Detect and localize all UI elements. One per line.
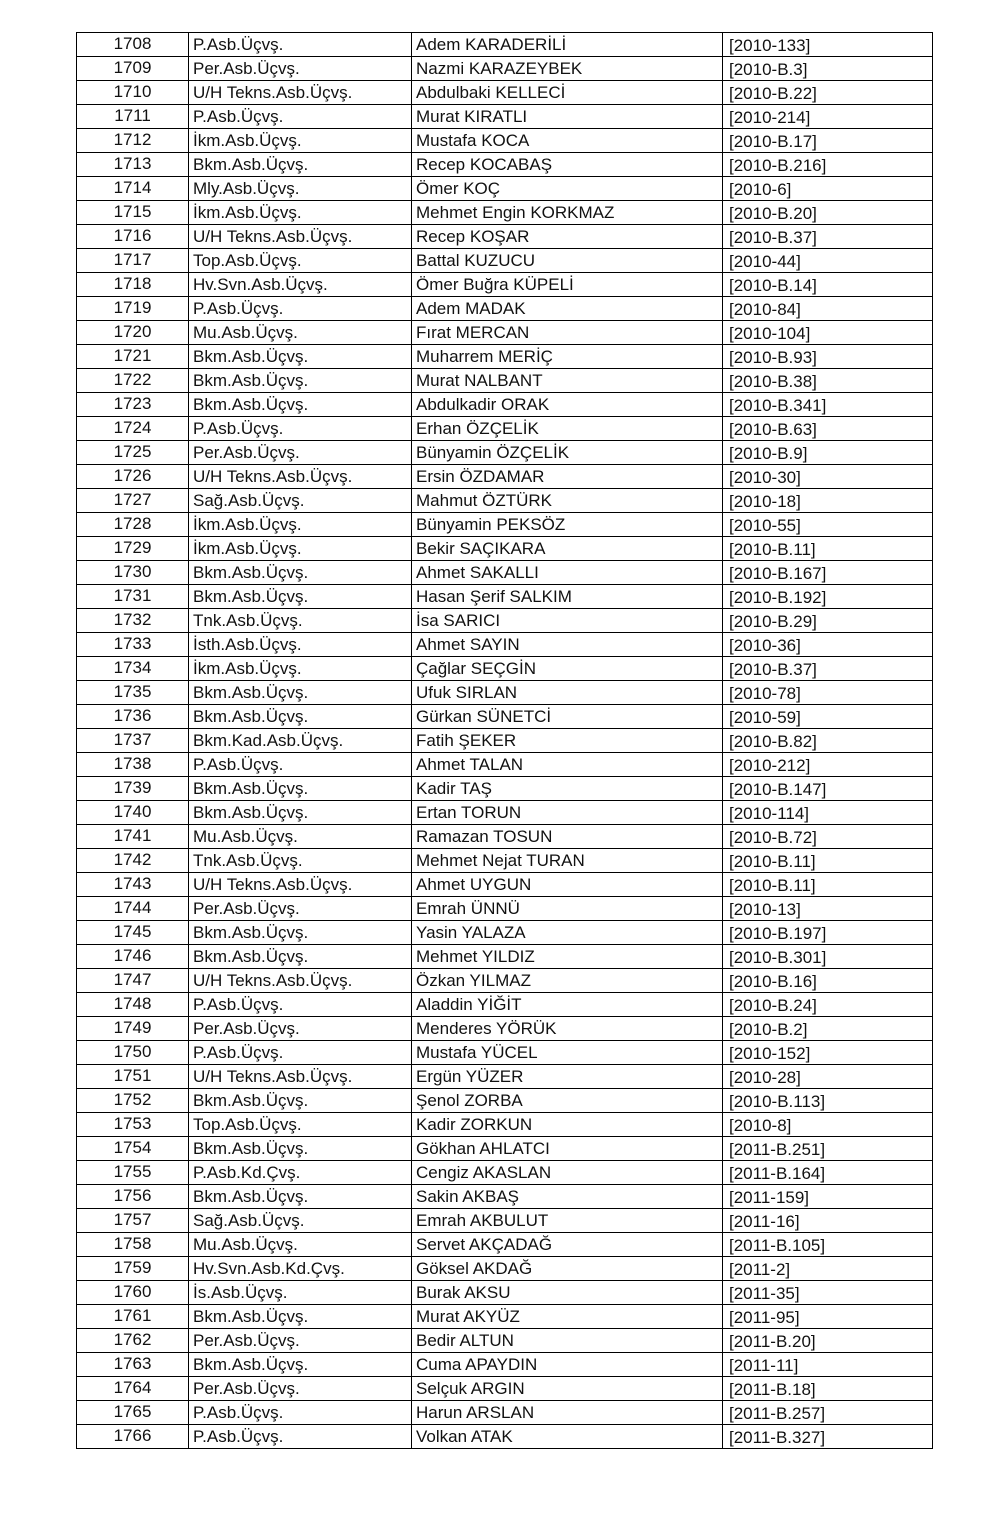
cell-record: [2010-36] bbox=[723, 633, 933, 657]
cell-rank: U/H Tekns.Asb.Üçvş. bbox=[189, 225, 412, 249]
cell-rank: İkm.Asb.Üçvş. bbox=[189, 537, 412, 561]
table-row bbox=[77, 849, 933, 873]
cell-rank: İs.Asb.Üçvş. bbox=[189, 1281, 412, 1305]
cell-number: 1718 bbox=[77, 273, 189, 297]
cell-name: Mehmet YILDIZ bbox=[412, 945, 723, 969]
cell-number: 1709 bbox=[77, 57, 189, 81]
table-row bbox=[77, 417, 933, 441]
cell-record: [2010-B.63] bbox=[723, 417, 933, 441]
cell-record: [2010-114] bbox=[723, 801, 933, 825]
cell-number: 1759 bbox=[77, 1257, 189, 1281]
table-row bbox=[77, 1161, 933, 1185]
cell-number: 1764 bbox=[77, 1377, 189, 1401]
cell-record: [2010-78] bbox=[723, 681, 933, 705]
cell-number: 1734 bbox=[77, 657, 189, 681]
cell-number: 1745 bbox=[77, 921, 189, 945]
cell-name: Ramazan TOSUN bbox=[412, 825, 723, 849]
cell-rank: Bkm.Asb.Üçvş. bbox=[189, 369, 412, 393]
cell-name: İsa SARICI bbox=[412, 609, 723, 633]
cell-name: Cuma APAYDIN bbox=[412, 1353, 723, 1377]
cell-number: 1762 bbox=[77, 1329, 189, 1353]
cell-rank: P.Asb.Kd.Çvş. bbox=[189, 1161, 412, 1185]
table-row bbox=[77, 753, 933, 777]
cell-record: [2010-B.14] bbox=[723, 273, 933, 297]
cell-record: [2010-B.192] bbox=[723, 585, 933, 609]
cell-rank: U/H Tekns.Asb.Üçvş. bbox=[189, 969, 412, 993]
cell-number: 1724 bbox=[77, 417, 189, 441]
cell-name: Muharrem MERİÇ bbox=[412, 345, 723, 369]
cell-name: Ahmet SAYIN bbox=[412, 633, 723, 657]
cell-rank: P.Asb.Üçvş. bbox=[189, 33, 412, 57]
cell-name: Kadir ZORKUN bbox=[412, 1113, 723, 1137]
cell-name: Bedir ALTUN bbox=[412, 1329, 723, 1353]
cell-number: 1749 bbox=[77, 1017, 189, 1041]
cell-number: 1750 bbox=[77, 1041, 189, 1065]
cell-record: [2010-152] bbox=[723, 1041, 933, 1065]
cell-rank: Tnk.Asb.Üçvş. bbox=[189, 609, 412, 633]
cell-rank: Per.Asb.Üçvş. bbox=[189, 897, 412, 921]
cell-number: 1760 bbox=[77, 1281, 189, 1305]
cell-rank: Bkm.Asb.Üçvş. bbox=[189, 945, 412, 969]
cell-record: [2010-B.9] bbox=[723, 441, 933, 465]
cell-number: 1708 bbox=[77, 33, 189, 57]
cell-rank: Bkm.Asb.Üçvş. bbox=[189, 561, 412, 585]
cell-number: 1737 bbox=[77, 729, 189, 753]
cell-rank: Sağ.Asb.Üçvş. bbox=[189, 1209, 412, 1233]
cell-record: [2010-8] bbox=[723, 1113, 933, 1137]
table-row bbox=[77, 1401, 933, 1425]
cell-record: [2010-B.20] bbox=[723, 201, 933, 225]
cell-name: Fatih ŞEKER bbox=[412, 729, 723, 753]
cell-record: [2010-B.197] bbox=[723, 921, 933, 945]
cell-number: 1731 bbox=[77, 585, 189, 609]
cell-name: Ahmet SAKALLI bbox=[412, 561, 723, 585]
table-row bbox=[77, 513, 933, 537]
table-row bbox=[77, 585, 933, 609]
cell-record: [2010-B.24] bbox=[723, 993, 933, 1017]
cell-name: Sakin AKBAŞ bbox=[412, 1185, 723, 1209]
cell-name: Şenol ZORBA bbox=[412, 1089, 723, 1113]
cell-rank: İkm.Asb.Üçvş. bbox=[189, 201, 412, 225]
cell-number: 1766 bbox=[77, 1425, 189, 1449]
table-row bbox=[77, 369, 933, 393]
table-row bbox=[77, 1377, 933, 1401]
cell-rank: Mu.Asb.Üçvş. bbox=[189, 1233, 412, 1257]
cell-record: [2010-18] bbox=[723, 489, 933, 513]
cell-rank: Bkm.Asb.Üçvş. bbox=[189, 921, 412, 945]
cell-rank: İkm.Asb.Üçvş. bbox=[189, 513, 412, 537]
cell-name: Battal KUZUCU bbox=[412, 249, 723, 273]
cell-rank: Mu.Asb.Üçvş. bbox=[189, 825, 412, 849]
cell-record: [2011-159] bbox=[723, 1185, 933, 1209]
table-row bbox=[77, 681, 933, 705]
cell-number: 1722 bbox=[77, 369, 189, 393]
cell-record: [2010-B.216] bbox=[723, 153, 933, 177]
cell-number: 1725 bbox=[77, 441, 189, 465]
cell-number: 1740 bbox=[77, 801, 189, 825]
cell-rank: Tnk.Asb.Üçvş. bbox=[189, 849, 412, 873]
personnel-table bbox=[76, 32, 933, 1449]
cell-record: [2011-B.251] bbox=[723, 1137, 933, 1161]
cell-record: [2010-133] bbox=[723, 33, 933, 57]
cell-rank: P.Asb.Üçvş. bbox=[189, 1425, 412, 1449]
cell-record: [2010-B.113] bbox=[723, 1089, 933, 1113]
table-row bbox=[77, 1137, 933, 1161]
cell-record: [2010-B.167] bbox=[723, 561, 933, 585]
cell-name: Selçuk ARGIN bbox=[412, 1377, 723, 1401]
cell-rank: U/H Tekns.Asb.Üçvş. bbox=[189, 81, 412, 105]
cell-name: Ergün YÜZER bbox=[412, 1065, 723, 1089]
table-row bbox=[77, 1041, 933, 1065]
cell-name: Abdulkadir ORAK bbox=[412, 393, 723, 417]
table-row bbox=[77, 729, 933, 753]
cell-name: Kadir TAŞ bbox=[412, 777, 723, 801]
cell-record: [2010-B.147] bbox=[723, 777, 933, 801]
cell-name: Ahmet TALAN bbox=[412, 753, 723, 777]
cell-number: 1716 bbox=[77, 225, 189, 249]
cell-rank: Bkm.Asb.Üçvş. bbox=[189, 1305, 412, 1329]
cell-record: [2011-B.20] bbox=[723, 1329, 933, 1353]
cell-name: Bünyamin ÖZÇELİK bbox=[412, 441, 723, 465]
table-row bbox=[77, 441, 933, 465]
cell-record: [2010-214] bbox=[723, 105, 933, 129]
cell-record: [2010-B.29] bbox=[723, 609, 933, 633]
cell-name: Gürkan SÜNETCİ bbox=[412, 705, 723, 729]
cell-number: 1755 bbox=[77, 1161, 189, 1185]
cell-number: 1728 bbox=[77, 513, 189, 537]
table-row bbox=[77, 561, 933, 585]
cell-record: [2011-11] bbox=[723, 1353, 933, 1377]
cell-name: Murat KIRATLI bbox=[412, 105, 723, 129]
table-row bbox=[77, 873, 933, 897]
cell-name: Menderes YÖRÜK bbox=[412, 1017, 723, 1041]
cell-rank: U/H Tekns.Asb.Üçvş. bbox=[189, 1065, 412, 1089]
cell-rank: İkm.Asb.Üçvş. bbox=[189, 657, 412, 681]
cell-name: Nazmi KARAZEYBEK bbox=[412, 57, 723, 81]
table-row bbox=[77, 825, 933, 849]
cell-number: 1754 bbox=[77, 1137, 189, 1161]
cell-rank: Top.Asb.Üçvş. bbox=[189, 249, 412, 273]
cell-rank: P.Asb.Üçvş. bbox=[189, 753, 412, 777]
cell-name: Ersin ÖZDAMAR bbox=[412, 465, 723, 489]
cell-name: Çağlar SEÇGİN bbox=[412, 657, 723, 681]
table-row bbox=[77, 105, 933, 129]
table-row bbox=[77, 249, 933, 273]
cell-record: [2010-59] bbox=[723, 705, 933, 729]
cell-record: [2011-B.18] bbox=[723, 1377, 933, 1401]
cell-name: Murat NALBANT bbox=[412, 369, 723, 393]
cell-name: Murat AKYÜZ bbox=[412, 1305, 723, 1329]
cell-rank: Bkm.Asb.Üçvş. bbox=[189, 393, 412, 417]
cell-number: 1727 bbox=[77, 489, 189, 513]
cell-number: 1713 bbox=[77, 153, 189, 177]
table-row bbox=[77, 897, 933, 921]
cell-record: [2011-16] bbox=[723, 1209, 933, 1233]
cell-record: [2010-B.17] bbox=[723, 129, 933, 153]
cell-name: Ömer Buğra KÜPELİ bbox=[412, 273, 723, 297]
cell-number: 1711 bbox=[77, 105, 189, 129]
table-row bbox=[77, 993, 933, 1017]
table-row bbox=[77, 1089, 933, 1113]
cell-record: [2010-104] bbox=[723, 321, 933, 345]
cell-record: [2010-B.2] bbox=[723, 1017, 933, 1041]
table-row bbox=[77, 1353, 933, 1377]
cell-number: 1744 bbox=[77, 897, 189, 921]
cell-name: Adem MADAK bbox=[412, 297, 723, 321]
cell-number: 1723 bbox=[77, 393, 189, 417]
table-row bbox=[77, 345, 933, 369]
cell-name: Ahmet UYGUN bbox=[412, 873, 723, 897]
cell-rank: Bkm.Asb.Üçvş. bbox=[189, 153, 412, 177]
cell-number: 1757 bbox=[77, 1209, 189, 1233]
cell-record: [2010-30] bbox=[723, 465, 933, 489]
cell-number: 1763 bbox=[77, 1353, 189, 1377]
cell-record: [2010-55] bbox=[723, 513, 933, 537]
cell-record: [2011-35] bbox=[723, 1281, 933, 1305]
cell-rank: Bkm.Asb.Üçvş. bbox=[189, 681, 412, 705]
cell-rank: Bkm.Asb.Üçvş. bbox=[189, 801, 412, 825]
cell-name: Aladdin YİĞİT bbox=[412, 993, 723, 1017]
table-row bbox=[77, 1017, 933, 1041]
cell-name: Harun ARSLAN bbox=[412, 1401, 723, 1425]
cell-rank: P.Asb.Üçvş. bbox=[189, 993, 412, 1017]
table-row bbox=[77, 57, 933, 81]
cell-record: [2010-B.11] bbox=[723, 849, 933, 873]
table-row bbox=[77, 921, 933, 945]
table-row bbox=[77, 1113, 933, 1137]
cell-record: [2011-B.164] bbox=[723, 1161, 933, 1185]
cell-record: [2010-B.37] bbox=[723, 225, 933, 249]
cell-number: 1715 bbox=[77, 201, 189, 225]
cell-rank: Per.Asb.Üçvş. bbox=[189, 1017, 412, 1041]
cell-name: Gökhan AHLATCI bbox=[412, 1137, 723, 1161]
cell-rank: Bkm.Kad.Asb.Üçvş. bbox=[189, 729, 412, 753]
table-row bbox=[77, 1305, 933, 1329]
cell-rank: Bkm.Asb.Üçvş. bbox=[189, 585, 412, 609]
table-row bbox=[77, 201, 933, 225]
cell-name: Yasin YALAZA bbox=[412, 921, 723, 945]
cell-number: 1726 bbox=[77, 465, 189, 489]
cell-record: [2011-95] bbox=[723, 1305, 933, 1329]
cell-record: [2010-B.341] bbox=[723, 393, 933, 417]
cell-rank: Hv.Svn.Asb.Kd.Çvş. bbox=[189, 1257, 412, 1281]
cell-number: 1719 bbox=[77, 297, 189, 321]
table-row bbox=[77, 705, 933, 729]
cell-name: Mehmet Nejat TURAN bbox=[412, 849, 723, 873]
cell-record: [2010-6] bbox=[723, 177, 933, 201]
cell-number: 1748 bbox=[77, 993, 189, 1017]
cell-record: [2010-B.3] bbox=[723, 57, 933, 81]
cell-name: Cengiz AKASLAN bbox=[412, 1161, 723, 1185]
cell-name: Mehmet Engin KORKMAZ bbox=[412, 201, 723, 225]
cell-name: Ömer KOÇ bbox=[412, 177, 723, 201]
cell-rank: P.Asb.Üçvş. bbox=[189, 297, 412, 321]
table-row bbox=[77, 1209, 933, 1233]
cell-number: 1756 bbox=[77, 1185, 189, 1209]
cell-number: 1714 bbox=[77, 177, 189, 201]
cell-record: [2011-2] bbox=[723, 1257, 933, 1281]
cell-rank: Hv.Svn.Asb.Üçvş. bbox=[189, 273, 412, 297]
cell-number: 1736 bbox=[77, 705, 189, 729]
cell-rank: Bkm.Asb.Üçvş. bbox=[189, 345, 412, 369]
table-row bbox=[77, 1425, 933, 1449]
cell-rank: Per.Asb.Üçvş. bbox=[189, 441, 412, 465]
cell-number: 1738 bbox=[77, 753, 189, 777]
cell-rank: P.Asb.Üçvş. bbox=[189, 1401, 412, 1425]
cell-number: 1710 bbox=[77, 81, 189, 105]
table-row bbox=[77, 609, 933, 633]
cell-record: [2011-B.257] bbox=[723, 1401, 933, 1425]
cell-name: Emrah ÜNNÜ bbox=[412, 897, 723, 921]
table-row bbox=[77, 33, 933, 57]
table-row bbox=[77, 129, 933, 153]
cell-name: Mustafa YÜCEL bbox=[412, 1041, 723, 1065]
cell-number: 1741 bbox=[77, 825, 189, 849]
cell-rank: Sağ.Asb.Üçvş. bbox=[189, 489, 412, 513]
cell-rank: Per.Asb.Üçvş. bbox=[189, 57, 412, 81]
table-row bbox=[77, 1329, 933, 1353]
table-row bbox=[77, 1257, 933, 1281]
cell-record: [2010-B.72] bbox=[723, 825, 933, 849]
cell-rank: P.Asb.Üçvş. bbox=[189, 105, 412, 129]
table-row bbox=[77, 1065, 933, 1089]
cell-number: 1730 bbox=[77, 561, 189, 585]
cell-name: Ufuk SIRLAN bbox=[412, 681, 723, 705]
table-row bbox=[77, 801, 933, 825]
cell-name: Özkan YILMAZ bbox=[412, 969, 723, 993]
table-row bbox=[77, 945, 933, 969]
cell-rank: Per.Asb.Üçvş. bbox=[189, 1377, 412, 1401]
cell-name: Bekir SAÇIKARA bbox=[412, 537, 723, 561]
table-body bbox=[77, 33, 933, 1449]
cell-name: Burak AKSU bbox=[412, 1281, 723, 1305]
table-row bbox=[77, 273, 933, 297]
cell-rank: Bkm.Asb.Üçvş. bbox=[189, 705, 412, 729]
cell-record: [2010-84] bbox=[723, 297, 933, 321]
cell-rank: U/H Tekns.Asb.Üçvş. bbox=[189, 465, 412, 489]
cell-rank: P.Asb.Üçvş. bbox=[189, 417, 412, 441]
cell-rank: P.Asb.Üçvş. bbox=[189, 1041, 412, 1065]
cell-number: 1721 bbox=[77, 345, 189, 369]
table-row bbox=[77, 537, 933, 561]
cell-name: Abdulbaki KELLECİ bbox=[412, 81, 723, 105]
cell-number: 1720 bbox=[77, 321, 189, 345]
cell-record: [2011-B.105] bbox=[723, 1233, 933, 1257]
table-row bbox=[77, 153, 933, 177]
cell-record: [2010-B.37] bbox=[723, 657, 933, 681]
cell-number: 1743 bbox=[77, 873, 189, 897]
cell-number: 1717 bbox=[77, 249, 189, 273]
cell-record: [2010-B.16] bbox=[723, 969, 933, 993]
cell-record: [2010-B.38] bbox=[723, 369, 933, 393]
table-row bbox=[77, 177, 933, 201]
cell-rank: Top.Asb.Üçvş. bbox=[189, 1113, 412, 1137]
cell-record: [2010-212] bbox=[723, 753, 933, 777]
cell-name: Ertan TORUN bbox=[412, 801, 723, 825]
cell-number: 1761 bbox=[77, 1305, 189, 1329]
cell-rank: Mly.Asb.Üçvş. bbox=[189, 177, 412, 201]
table-row bbox=[77, 1185, 933, 1209]
cell-number: 1765 bbox=[77, 1401, 189, 1425]
cell-record: [2011-B.327] bbox=[723, 1425, 933, 1449]
cell-name: Emrah AKBULUT bbox=[412, 1209, 723, 1233]
cell-rank: Bkm.Asb.Üçvş. bbox=[189, 1089, 412, 1113]
cell-record: [2010-B.11] bbox=[723, 537, 933, 561]
cell-rank: U/H Tekns.Asb.Üçvş. bbox=[189, 873, 412, 897]
table-row bbox=[77, 321, 933, 345]
cell-rank: Bkm.Asb.Üçvş. bbox=[189, 1353, 412, 1377]
table-row bbox=[77, 297, 933, 321]
cell-name: Erhan ÖZÇELİK bbox=[412, 417, 723, 441]
cell-name: Mahmut ÖZTÜRK bbox=[412, 489, 723, 513]
cell-rank: İkm.Asb.Üçvş. bbox=[189, 129, 412, 153]
cell-number: 1733 bbox=[77, 633, 189, 657]
cell-name: Recep KOCABAŞ bbox=[412, 153, 723, 177]
cell-name: Bünyamin PEKSÖZ bbox=[412, 513, 723, 537]
table-row bbox=[77, 393, 933, 417]
cell-rank: Bkm.Asb.Üçvş. bbox=[189, 1137, 412, 1161]
table-row bbox=[77, 1233, 933, 1257]
table-row bbox=[77, 633, 933, 657]
cell-record: [2010-44] bbox=[723, 249, 933, 273]
cell-number: 1746 bbox=[77, 945, 189, 969]
table-row bbox=[77, 465, 933, 489]
cell-number: 1729 bbox=[77, 537, 189, 561]
cell-number: 1712 bbox=[77, 129, 189, 153]
cell-rank: İsth.Asb.Üçvş. bbox=[189, 633, 412, 657]
cell-record: [2010-B.22] bbox=[723, 81, 933, 105]
table-row bbox=[77, 1281, 933, 1305]
cell-name: Recep KOŞAR bbox=[412, 225, 723, 249]
cell-number: 1742 bbox=[77, 849, 189, 873]
cell-number: 1758 bbox=[77, 1233, 189, 1257]
cell-number: 1732 bbox=[77, 609, 189, 633]
cell-name: Adem KARADERİLİ bbox=[412, 33, 723, 57]
cell-record: [2010-B.11] bbox=[723, 873, 933, 897]
cell-number: 1753 bbox=[77, 1113, 189, 1137]
table-row bbox=[77, 777, 933, 801]
cell-name: Volkan ATAK bbox=[412, 1425, 723, 1449]
table-row bbox=[77, 489, 933, 513]
cell-number: 1735 bbox=[77, 681, 189, 705]
cell-rank: Bkm.Asb.Üçvş. bbox=[189, 777, 412, 801]
cell-name: Servet AKÇADAĞ bbox=[412, 1233, 723, 1257]
cell-number: 1747 bbox=[77, 969, 189, 993]
cell-rank: Mu.Asb.Üçvş. bbox=[189, 321, 412, 345]
cell-name: Fırat MERCAN bbox=[412, 321, 723, 345]
cell-rank: Per.Asb.Üçvş. bbox=[189, 1329, 412, 1353]
cell-number: 1752 bbox=[77, 1089, 189, 1113]
cell-record: [2010-28] bbox=[723, 1065, 933, 1089]
table-row bbox=[77, 225, 933, 249]
cell-name: Hasan Şerif SALKIM bbox=[412, 585, 723, 609]
cell-record: [2010-B.93] bbox=[723, 345, 933, 369]
cell-rank: Bkm.Asb.Üçvş. bbox=[189, 1185, 412, 1209]
cell-name: Göksel AKDAĞ bbox=[412, 1257, 723, 1281]
cell-record: [2010-13] bbox=[723, 897, 933, 921]
table-row bbox=[77, 81, 933, 105]
cell-number: 1739 bbox=[77, 777, 189, 801]
cell-name: Mustafa KOCA bbox=[412, 129, 723, 153]
table-row bbox=[77, 969, 933, 993]
cell-record: [2010-B.82] bbox=[723, 729, 933, 753]
cell-record: [2010-B.301] bbox=[723, 945, 933, 969]
cell-number: 1751 bbox=[77, 1065, 189, 1089]
table-row bbox=[77, 657, 933, 681]
